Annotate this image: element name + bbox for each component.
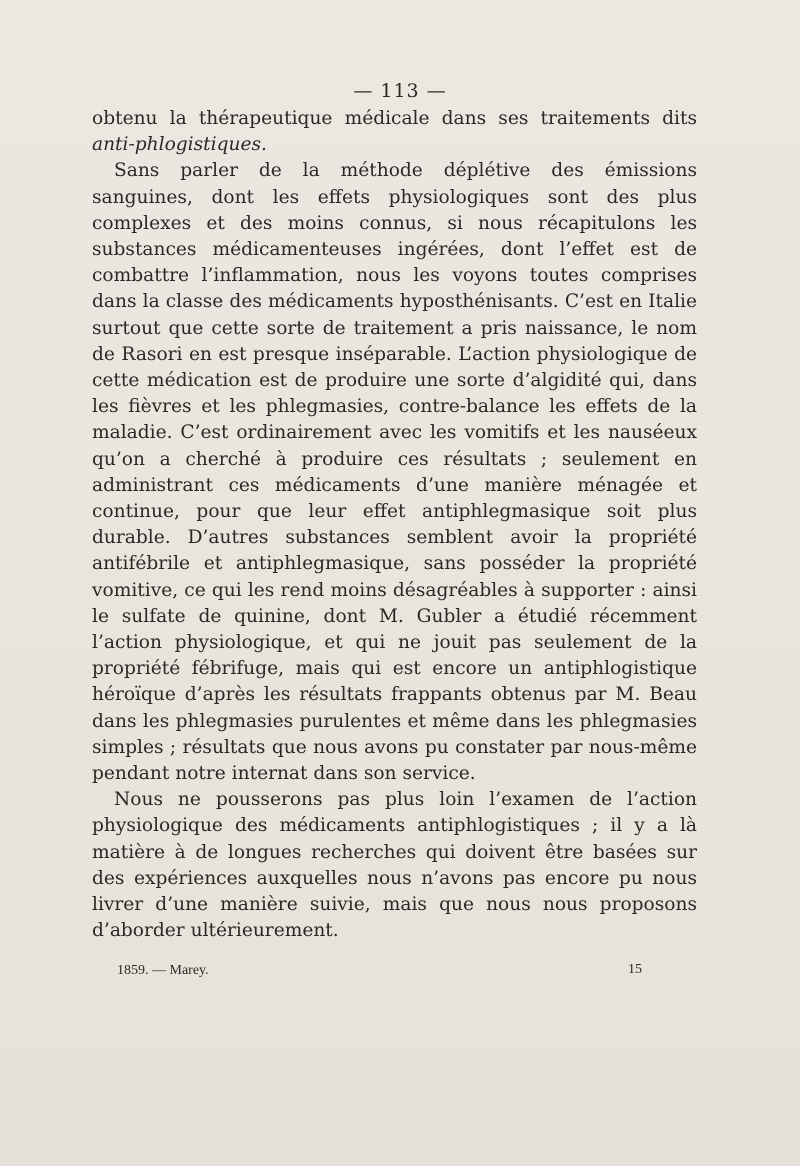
sheet-number: 15 [628, 962, 642, 977]
paragraph-1 [92, 106, 697, 158]
page-number: — 113 — [353, 80, 447, 102]
body-text [92, 106, 697, 945]
paragraph-3: Nous ne pousserons pas plus loin l’examen de l’action physiologique des médicaments antiphlogistiques ; il y a là matière à de longues recherches qui doivent être basées sur des expériences auxquelles nous n’avons pas encore pu nous livrer d’une manière suivie, mais que nous nous proposons d’aborder ultérieurement. [92, 789, 697, 942]
printer-signature: 1859. — Marey. [117, 963, 209, 978]
paragraph-1-italic: anti-phlogistiques. [92, 134, 267, 156]
paragraph-2: Sans parler de la méthode déplétive des émissions sanguines, dont les effets physiologiques sont des plus complexes et des moins connus, si nous récapitulons les substances médicamenteuses ingérées, dont l’effet est de combattre l’inflammation, nous les voyons toutes comprises dans la classe des médicaments hyposthénisants. C’est en Italie surtout que cette sorte de traitement a pris naissance, le nom de Rasori en est presque inséparable. L’action physiologique de cette médication est de produire une sorte d’algidité qui, dans les fièvres et les phlegmasies, contre-balance les effets de la maladie. C’est ordinairement avec les vomitifs et les nauséeux qu’on a cherché à produire ces résultats ; seulement en administrant ces médicaments d’une manière ménagée et continue, pour que leur effet antiphlegmasique soit plus durable. D’autres substances semblent avoir la propriété antifébrile et antiphlegmasique, sans posséder la propriété vomitive, ce qui les rend moins désagréables à supporter : ainsi le sulfate de quinine, dont M. Gubler a étudié récemment l’action physiologique, et qui ne jouit pas seulement de la propriété fébrifuge, mais qui est encore un antiphlogistique héroïque d’après les résultats frappants obtenus par M. Beau dans les phlegmasies purulentes et même dans les phlegmasies simples ; résultats que nous avons pu constater par nous-même pendant notre internat dans son service. [92, 160, 697, 785]
paragraph-1-text: obtenu la thérapeutique médicale dans ses traitements dits [92, 108, 697, 129]
